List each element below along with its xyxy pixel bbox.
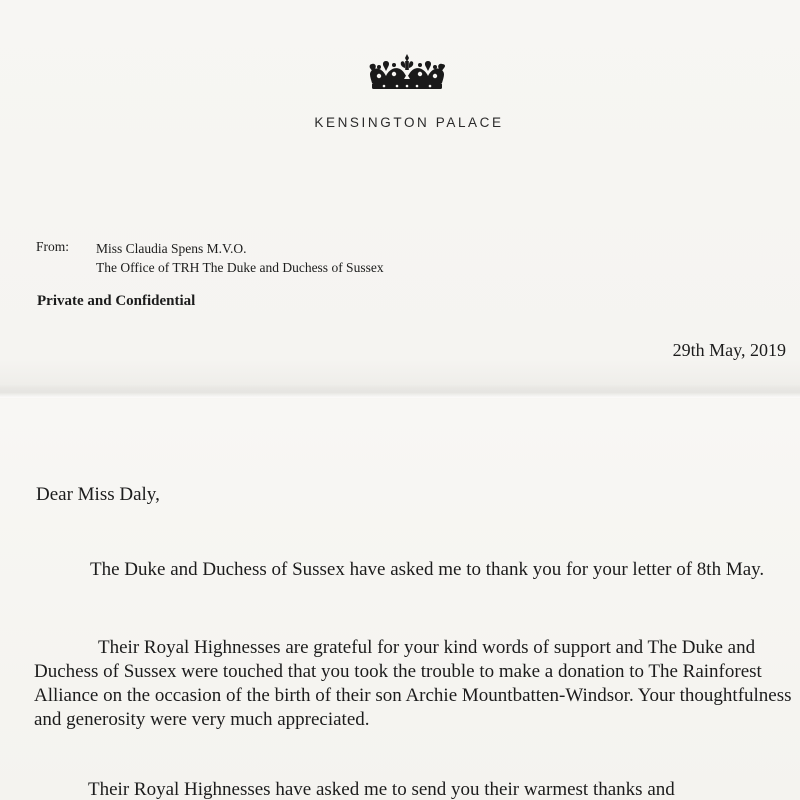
crown-icon <box>364 52 450 94</box>
body-paragraph-3: Their Royal Highnesses have asked me to send you their warmest thanks and <box>88 779 675 800</box>
from-block <box>96 239 384 277</box>
paper-fold <box>0 384 800 398</box>
from-label: From: <box>36 239 70 254</box>
sender-office: The Office of TRH The Duke and Duchess of Sussex <box>96 260 384 275</box>
salutation: Dear Miss Daly, <box>36 484 160 505</box>
body-paragraph-2: Their Royal Highnesses are grateful for your kind words of support and The Duke and Duchess of Sussex were touched that you took the trouble to make a donation to The Rainforest Alliance on the occasion of the birth of their son Archie Mountbatten-Windsor. Your thoughtfulness and generosity were very much appreciated. <box>34 637 792 730</box>
confidential-marking: Private and Confidential <box>37 293 196 309</box>
letter-date: 29th May, 2019 <box>672 340 786 360</box>
body-paragraph-1: The Duke and Duchess of Sussex have asked me to thank you for your letter of 8th May. <box>90 559 765 580</box>
letterhead-title: KENSINGTON PALACE <box>314 115 504 130</box>
sender-name: Miss Claudia Spens M.V.O. <box>96 241 247 256</box>
